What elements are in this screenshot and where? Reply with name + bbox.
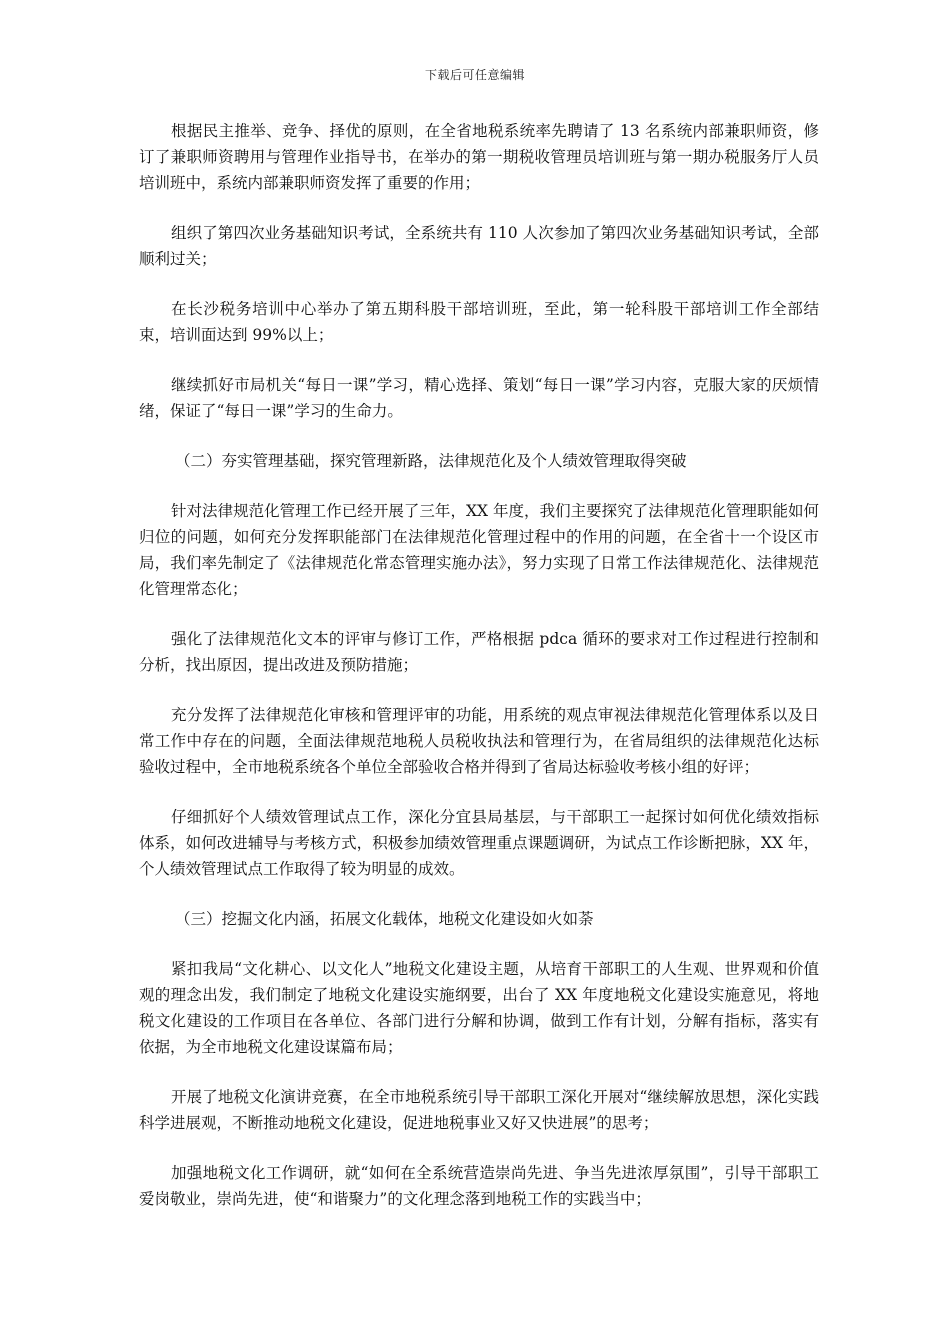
paragraph-1: 根据民主推举、竞争、择优的原则，在全省地税系统率先聘请了 13 名系统内部兼职师资，修订了兼职师资聘用与管理作业指导书，在举办的第一期税收管理员培训班与第一期办税服务厅人员培训班中，系统内部兼职师资发挥了重要的作用；: [139, 122, 819, 192]
paragraph-2: 组织了第四次业务基础知识考试，全系统共有 110 人次参加了第四次业务基础知识考试，全部顺利过关；: [139, 224, 819, 268]
paragraph-7: 充分发挥了法律规范化审核和管理评审的功能，用系统的观点审视法律规范化管理体系以及日常工作中存在的问题，全面法律规范地税人员税收执法和管理行为，在省局组织的法律规范化达标验收过程中，全市地税系统各个单位全部验收合格并得到了省局达标验收考核小组的好评；: [139, 706, 819, 776]
paragraph-4: 继续抓好市局机关“每日一课”学习，精心选择、策划“每日一课”学习内容，克服大家的厌烦情绪，保证了“每日一课”学习的生命力。: [139, 376, 819, 420]
paragraph-6: 强化了法律规范化文本的评审与修订工作，严格根据 pdca 循环的要求对工作过程进行控制和分析，找出原因，提出改进及预防措施；: [139, 630, 819, 674]
paragraph-3: 在长沙税务培训中心举办了第五期科股干部培训班，至此，第一轮科股干部培训工作全部结束，培训面达到 99%以上；: [139, 300, 819, 344]
page-header: 下载后可任意编辑: [424, 68, 525, 82]
paragraph-10: 开展了地税文化演讲竞赛，在全市地税系统引导干部职工深化开展对“继续解放思想，深化实践科学进展观，不断推动地税文化建设，促进地税事业又好又快进展”的思考；: [139, 1088, 819, 1132]
section-heading-3: （三）挖掘文化内涵，拓展文化载体，地税文化建设如火如荼: [175, 910, 594, 928]
paragraph-9: 紧扣我局“文化耕心、以文化人”地税文化建设主题，从培育干部职工的人生观、世界观和价值观的理念出发，我们制定了地税文化建设实施纲要，出台了 XX 年度地税文化建设实施意见，将地税文化建设的工作项目在各单位、各部门进行分解和协调，做到工作有计划，分解有指标，落实有依据，为全市地税文化建设谋篇布局；: [139, 960, 819, 1056]
section-heading-2: （二）夯实管理基础，探究管理新路，法律规范化及个人绩效管理取得突破: [175, 452, 687, 470]
paragraph-8: 仔细抓好个人绩效管理试点工作，深化分宜县局基层，与干部职工一起探讨如何优化绩效指标体系，如何改进辅导与考核方式，积极参加绩效管理重点课题调研，为试点工作诊断把脉，XX 年，个人绩效管理试点工作取得了较为明显的成效。: [139, 808, 819, 878]
document-body: [139, 118, 819, 1236]
paragraph-5: 针对法律规范化管理工作已经开展了三年，XX 年度，我们主要探究了法律规范化管理职能如何归位的问题，如何充分发挥职能部门在法律规范化管理过程中的作用的问题，在全省十一个设区市局，我们率先制定了《法律规范化常态管理实施办法》，努力实现了日常工作法律规范化、法律规范化管理常态化；: [139, 502, 819, 598]
paragraph-11: 加强地税文化工作调研，就“如何在全系统营造崇尚先进、争当先进浓厚氛围”，引导干部职工爱岗敬业，崇尚先进，使“和谐聚力”的文化理念落到地税工作的实践当中；: [139, 1164, 819, 1208]
